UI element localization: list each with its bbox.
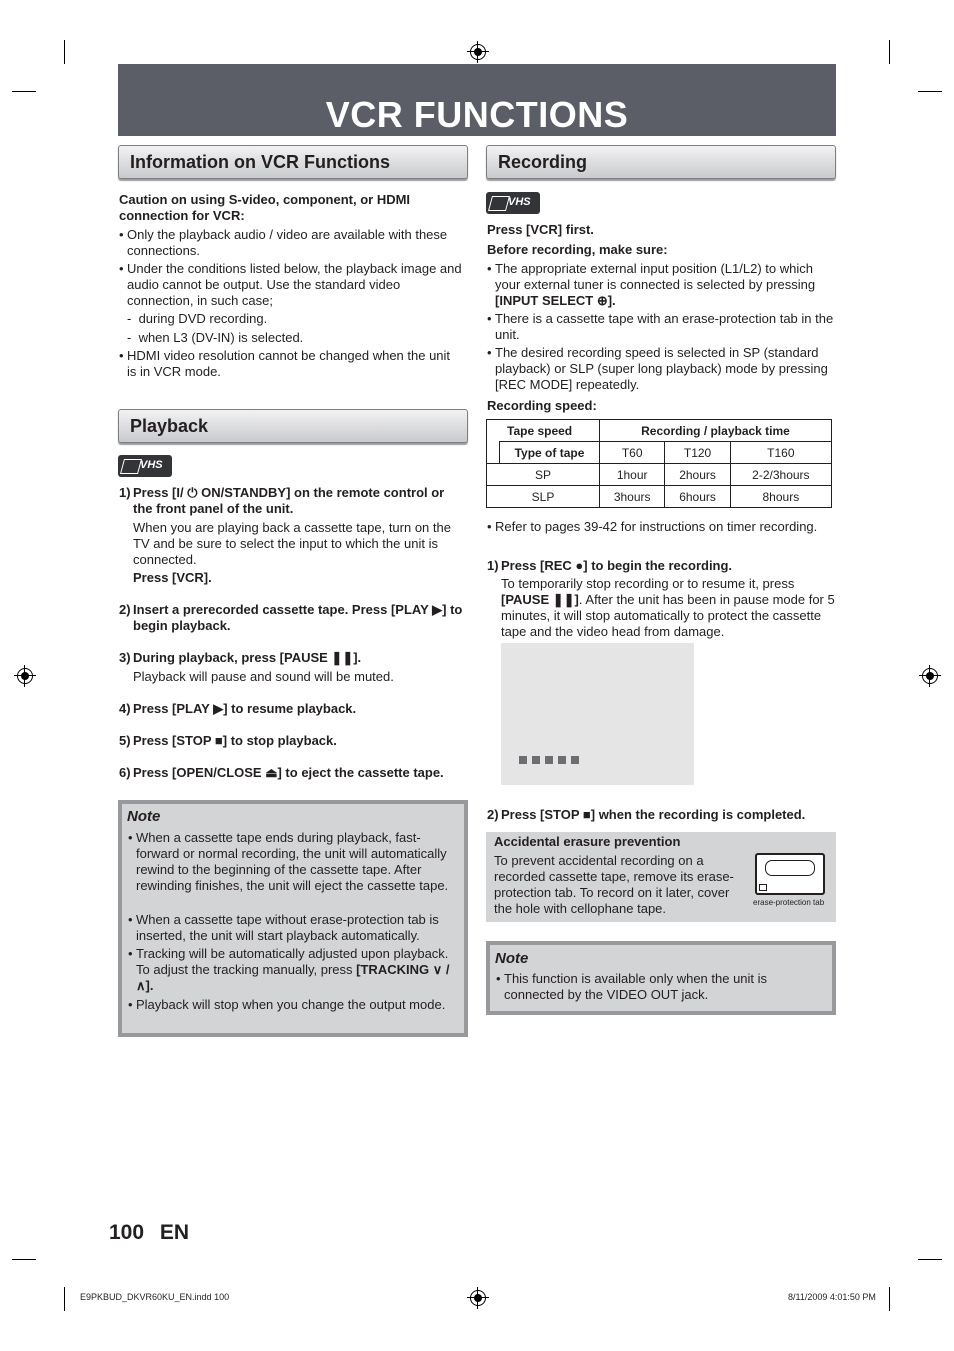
table-cell: 3hours (600, 486, 665, 508)
note-title: Note (495, 950, 529, 967)
registration-mark-icon (470, 1290, 486, 1306)
section-title: Recording (498, 152, 588, 172)
note-item: • When a cassette tape ends during playback, fast-forward or normal recording, the unit will automatically rewind to the beginning of the cassette tape. After rewinding finishes, the unit will eject the cassette tape. (136, 830, 458, 894)
recording-speed-table (486, 419, 832, 508)
table-cell: T160 (730, 442, 831, 464)
list-item (495, 261, 837, 309)
pause-screen-illustration (501, 643, 694, 785)
step-number: 3) (119, 650, 131, 665)
table-cell: 8hours (730, 486, 831, 508)
registration-mark-icon (470, 44, 486, 60)
vhs-logo-label: VHS (508, 196, 531, 208)
note-box (118, 800, 468, 1037)
note-item: • When a cassette tape without erase-protection tab is inserted, the unit will start playback automatically. (136, 912, 458, 944)
table-cell: 2hours (665, 464, 730, 486)
cassette-tape-icon (755, 853, 825, 895)
recording-speed-label: Recording speed: (487, 398, 597, 413)
vhs-logo-icon (118, 455, 172, 477)
caution-title: Caution on using S-video, component, or HDMI connection for VCR: (119, 192, 411, 223)
section-title: Information on VCR Functions (130, 152, 390, 172)
step-description-text: To temporarily stop recording or to resume it, press (501, 576, 795, 591)
step-number: 1) (119, 485, 131, 500)
list-item-text: when L3 (DV-IN) is selected. (138, 330, 304, 345)
crop-mark (889, 1287, 890, 1311)
step-description (501, 576, 835, 640)
before-recording: Before recording, make sure: (487, 242, 668, 257)
rec-mode-key: [REC MODE] repeatedly. (495, 377, 640, 392)
tracking-key: [TRACKING ∨ / ∧]. (136, 962, 450, 993)
step-text: During playback, press [PAUSE ❚❚]. (133, 650, 362, 665)
table-cell: 6hours (665, 486, 730, 508)
table-cell: SP (487, 464, 600, 486)
pause-indicator-icon (532, 756, 540, 764)
list-item-text: The desired recording speed is selected in SP (standard playback) or SLP (super long playback) mode by pressing (495, 345, 828, 376)
list-item: - during DVD recording. (127, 311, 268, 326)
step-text: Press [STOP ■] when the recording is completed. (501, 807, 806, 822)
input-select-key: [INPUT SELECT ⊕]. (495, 293, 616, 308)
table-spacer (487, 442, 500, 464)
step-text: Press [REC ●] to begin the recording. (501, 558, 733, 573)
step-number: 6) (119, 765, 131, 780)
vhs-logo-label: VHS (140, 459, 163, 471)
list-item: • HDMI video resolution cannot be changed when the unit is in VCR mode. (127, 348, 462, 380)
refer-note: • Refer to pages 39-42 for instructions on timer recording. (495, 519, 840, 535)
press-vcr: Press [VCR] first. (487, 222, 594, 237)
registration-mark-icon (922, 668, 938, 684)
crop-mark (12, 1259, 36, 1260)
step-description: Playback will pause and sound will be muted. (133, 669, 394, 684)
table-cell: 2-2/3hours (730, 464, 831, 486)
step-press: Press [VCR]. (133, 570, 212, 585)
note-box (486, 941, 836, 1015)
section-title: Playback (130, 416, 209, 436)
step-text: Insert a prerecorded cassette tape. Press [PLAY ▶] to begin playback. (133, 602, 463, 633)
pause-indicator-icon (571, 756, 579, 764)
pause-indicator-icon (545, 756, 553, 764)
registration-mark-icon (17, 668, 33, 684)
step-number: 5) (119, 733, 131, 748)
step-number: 2) (119, 602, 131, 617)
erasure-text: To prevent accidental recording on a recorded cassette tape, remove its erase-protection tab. To record on it later, cover the hole with cellophane tape. (494, 853, 734, 916)
vhs-logo-icon (486, 192, 540, 214)
table-header: Type of tape (500, 442, 600, 464)
table-cell: T120 (665, 442, 730, 464)
erasure-title: Accidental erasure prevention (494, 834, 681, 849)
crop-mark (918, 91, 942, 92)
print-date: 8/11/2009 4:01:50 PM (788, 1292, 876, 1302)
crop-mark (918, 1259, 942, 1260)
table-cell: SLP (487, 486, 600, 508)
note-item: • Playback will stop when you change the output mode. (136, 997, 458, 1013)
list-item (495, 345, 835, 393)
step-text: Press [PLAY ▶] to resume playback. (133, 701, 357, 716)
list-item: • There is a cassette tape with an erase-protection tab in the unit. (495, 311, 835, 343)
note-title: Note (127, 808, 161, 825)
list-item-text: during DVD recording. (138, 311, 268, 326)
step-description: When you are playing back a cassette tape, turn on the TV and be sure to select the input to which the unit is connected. (133, 520, 451, 567)
crop-mark (64, 1287, 65, 1311)
list-item: • Under the conditions listed below, the playback image and audio cannot be output. Use the standard video connection, in such case; (127, 261, 467, 309)
note-item-text: Tracking will be automatically adjusted upon playback. To adjust the tracking manually, press (136, 946, 449, 977)
step-number: 4) (119, 701, 131, 716)
title-banner (118, 64, 836, 136)
step-description-text: . After the unit has been in pause mode for 5 minutes, it will stop automatically to protect the cassette tape and the video head from damage. (501, 592, 835, 639)
page-title: VCR FUNCTIONS (325, 94, 629, 135)
pause-key: [PAUSE ❚❚] (501, 592, 579, 607)
note-item (136, 946, 458, 994)
crop-mark (12, 91, 36, 92)
table-header: Recording / playback time (600, 420, 832, 442)
step-text: Press [I/ ⏻ ON/STANDBY] on the remote control or the front panel of the unit. (133, 485, 445, 516)
list-item: - when L3 (DV-IN) is selected. (127, 330, 304, 345)
step-text: Press [STOP ■] to stop playback. (133, 733, 337, 748)
table-cell: 1hour (600, 464, 665, 486)
table-header: Tape speed (487, 420, 600, 442)
note-item: • This function is available only when the unit is connected by the VIDEO OUT jack. (504, 971, 816, 1003)
step-number: 2) (487, 807, 499, 822)
erase-tab-label: erase-protection tab (753, 898, 825, 907)
section-header-recording (486, 145, 836, 179)
section-header-playback (118, 409, 468, 443)
step-number: 1) (487, 558, 499, 573)
crop-mark (64, 40, 65, 64)
file-info: E9PKBUD_DKVR60KU_EN.indd 100 (80, 1292, 230, 1302)
page-number-value: 100 (109, 1221, 145, 1244)
table-cell: T60 (600, 442, 665, 464)
language-code: EN (159, 1221, 190, 1244)
page-number (109, 1221, 189, 1245)
crop-mark (889, 40, 890, 64)
pause-indicator-icon (558, 756, 566, 764)
list-item: • Only the playback audio / video are available with these connections. (127, 227, 467, 259)
list-item-text: The appropriate external input position (L1/L2) to which your external tuner is connected is selected by pressing (495, 261, 816, 292)
step-text: Press [OPEN/CLOSE ⏏] to eject the cassette tape. (133, 765, 444, 780)
section-header-information (118, 145, 468, 179)
pause-indicator-icon (519, 756, 527, 764)
